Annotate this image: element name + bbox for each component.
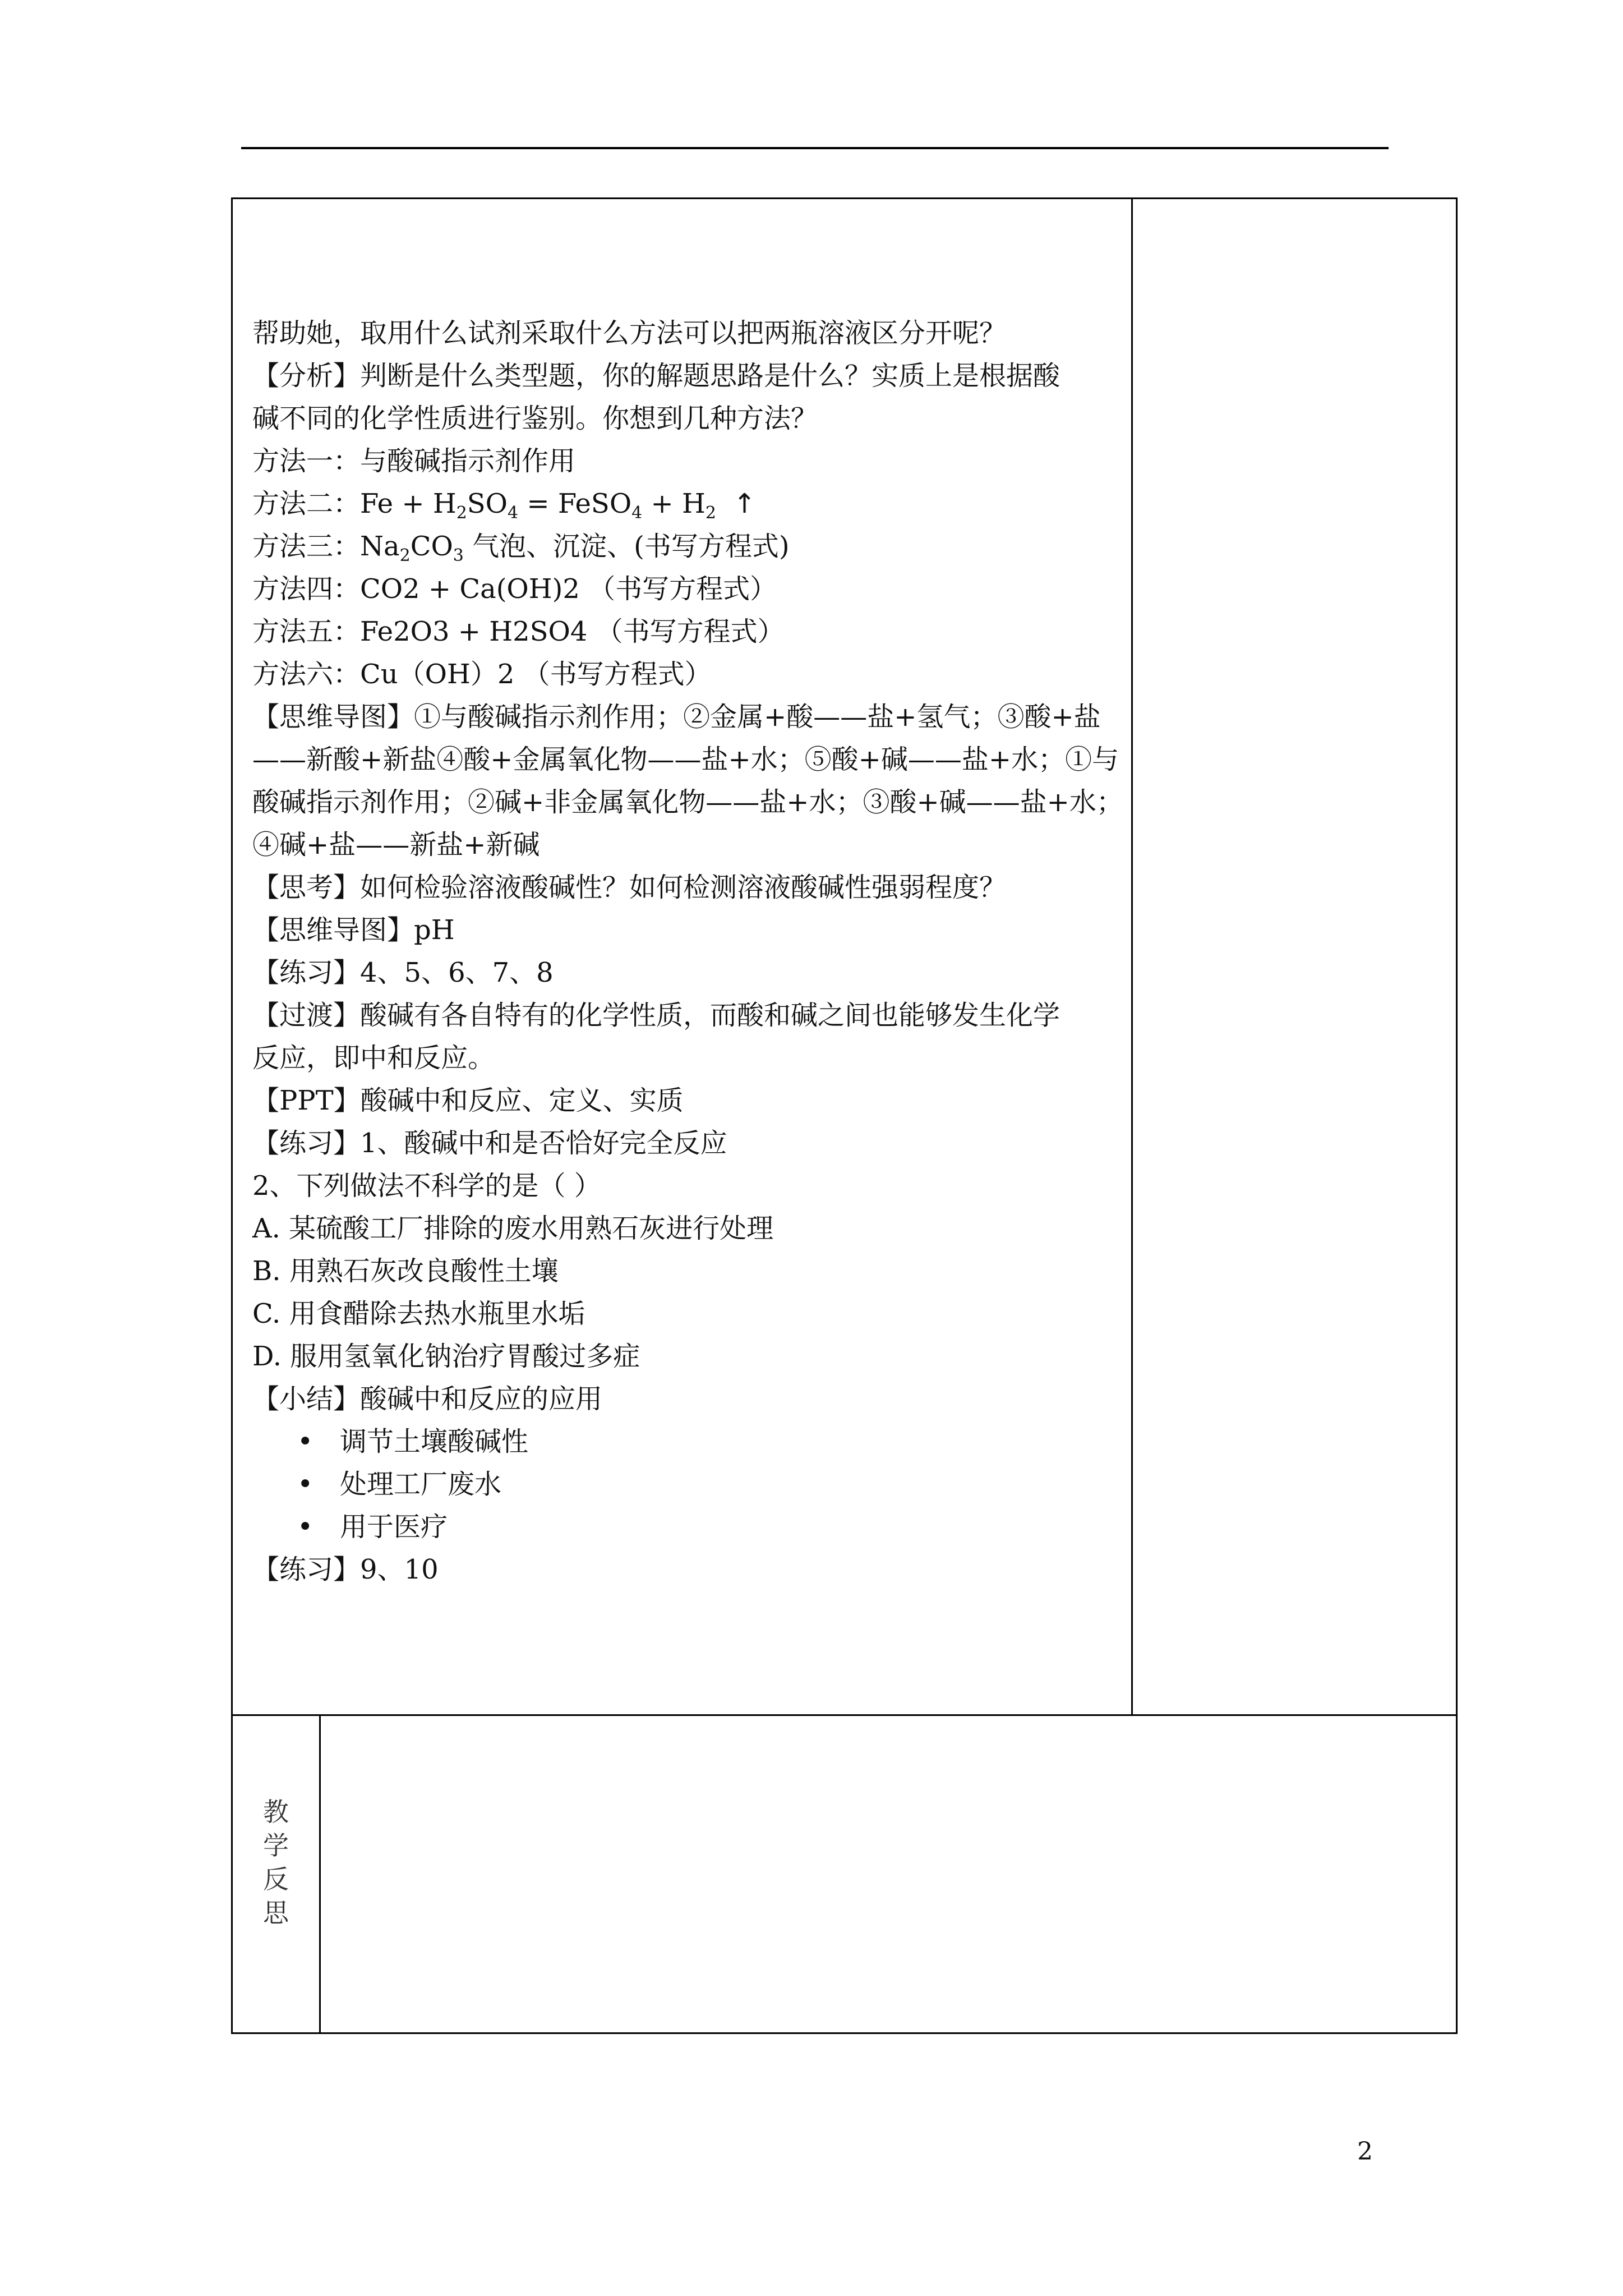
analysis-line-2: 碱不同的化学性质进行鉴别。你想到几种方法？ [252,403,818,434]
mindmap-line-4: ④碱+盐——新盐+新碱 [252,829,540,861]
bullet-item: • 用于医疗 [252,1506,1127,1548]
notes-side-cell [1131,197,1458,1716]
teaching-reflection-label: 教 学 反 思 [263,1797,289,1928]
method-five: 方法五：Fe2O3 + H2SO4 （书写方程式） [252,616,785,647]
method-two: 方法二：$Fe + H_2SO_4$ = FeSO$_4$ + $H_2$ ↑ [252,488,756,523]
method-four: 方法四：CO2 + Ca(OH)2 （书写方程式） [252,573,777,605]
bullet-dot-icon: • [297,1426,313,1457]
analysis-line-1: 【分析】判断是什么类型题，你的解题思路是什么？实质上是根据酸 [252,360,1061,392]
practice-line-3: 【练习】9、10 [252,1554,439,1585]
mindmap-line-1: 【思维导图】①与酸碱指示剂作用；②金属+酸——盐+氢气；③酸+盐 [252,701,1101,733]
option-d: D. 服用氢氧化钠治疗胃酸过多症 [252,1341,640,1372]
question-two: 2、下列做法不科学的是（ ） [252,1170,601,1202]
up-arrow-icon: ↑ [733,488,756,519]
practice-line-1: 【练习】4、5、6、7、8 [252,957,554,988]
transition-line-1: 【过渡】酸碱有各自特有的化学性质，而酸和碱之间也能够发生化学 [252,1000,1061,1031]
bullet-dot-icon: • [297,1511,313,1543]
summary-line: 【小结】酸碱中和反应的应用 [252,1383,603,1415]
bullet-dot-icon: • [297,1469,313,1500]
think-question: 【思考】如何检验溶液酸碱性？如何检测溶液酸碱性强弱程度？ [252,872,1007,903]
mindmap-line-3: 酸碱指示剂作用；②碱+非金属氧化物——盐+水；③酸+碱——盐+水； [252,786,1123,818]
question-intro: 帮助她，取用什么试剂采取什么方法可以把两瓶溶液区分开呢？ [252,318,1007,349]
page-number: 2 [1357,2137,1373,2166]
option-a: A. 某硫酸工厂排除的废水用熟石灰进行处理 [252,1213,774,1244]
option-c: C. 用食醋除去热水瓶里水垢 [252,1298,585,1329]
method-three: 方法三：$Na_2CO_3$ 气泡、沉淀、(书写方程式) [252,531,790,565]
method-one: 方法一：与酸碱指示剂作用 [252,445,576,477]
bullet-item: • 处理工厂废水 [252,1463,1127,1506]
lesson-body [252,312,1127,1591]
practice-line-2: 【练习】1、酸碱中和是否恰好完全反应 [252,1128,727,1159]
option-b: B. 用熟石灰改良酸性土壤 [252,1255,559,1287]
bullet-item: • 调节土壤酸碱性 [252,1420,1127,1463]
method-six: 方法六：Cu（OH）2 （书写方程式） [252,659,712,690]
reflection-content-cell [319,1714,1458,2034]
ppt-line: 【PPT】酸碱中和反应、定义、实质 [252,1085,684,1116]
mindmap-ph: 【思维导图】pH [252,914,455,946]
header-rule [241,147,1389,149]
transition-line-2: 反应，即中和反应。 [252,1042,495,1074]
mindmap-line-2: ——新酸+新盐④酸+金属氧化物——盐+水；⑤酸+碱——盐+水；①与 [252,744,1119,775]
